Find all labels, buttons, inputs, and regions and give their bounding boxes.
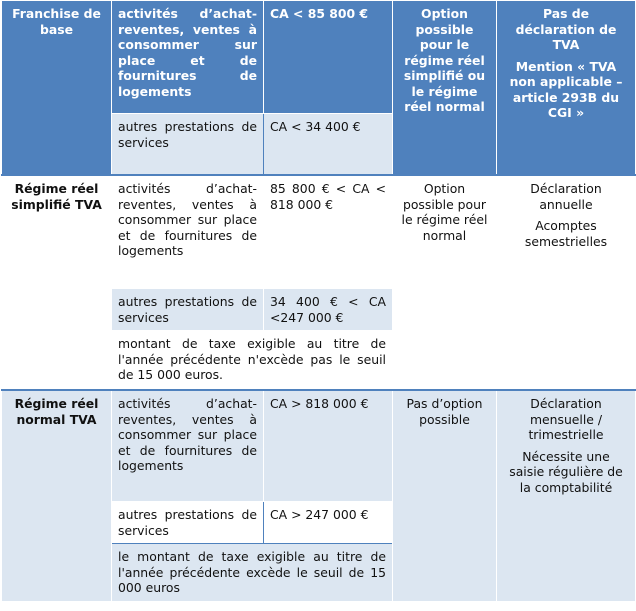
normal-declaration-line1: Déclaration mensuelle / trimestrielle	[528, 396, 604, 442]
franchise-declaration	[497, 1, 636, 176]
simplifie-declaration-line1: Déclaration annuelle	[530, 181, 602, 212]
normal-achat-label: activités d’achat-reventes, ventes à consommer sur place et de fournitures de logements	[112, 390, 264, 502]
franchise-declaration-line1: Pas de déclaration de TVA	[515, 6, 617, 52]
franchise-declaration-line2: Mention « TVA non applicable – article 293B du CGI »	[509, 58, 623, 120]
normal-option: Pas d’option possible	[393, 390, 497, 601]
tva-regimes-table	[1, 0, 636, 602]
normal-tax-note: le montant de taxe exigible au titre de l'année précédente excède le seuil de 15 000 euros	[112, 544, 393, 602]
simplifie-option: Option possible pour le régime réel normal	[393, 175, 497, 390]
normal-declaration-line2: Nécessite une saisie régulière de la comptabilité	[509, 448, 623, 495]
simplifie-services-label: autres prestations de services	[112, 289, 264, 331]
simplifie-achat-threshold: 85 800 € < CA < 818 000 €	[264, 175, 393, 289]
normal-declaration	[497, 390, 636, 601]
franchise-achat-threshold: CA < 85 800 €	[264, 1, 393, 114]
franchise-services-label: autres prestations de services	[112, 114, 264, 176]
simplifie-declaration	[497, 175, 636, 390]
franchise-row-achat	[2, 1, 636, 114]
simplifie-row-achat	[2, 175, 636, 289]
franchise-title: Franchise de base	[2, 1, 112, 176]
franchise-option: Option possible pour le régime réel simplifié ou le régime réel normal	[393, 1, 497, 176]
franchise-services-threshold: CA < 34 400 €	[264, 114, 393, 176]
normal-services-threshold: CA > 247 000 €	[264, 502, 393, 544]
simplifie-tax-note: montant de taxe exigible au titre de l'année précédente n'excède pas le seuil de 15 000 euros.	[112, 331, 393, 391]
normal-achat-threshold: CA > 818 000 €	[264, 390, 393, 502]
normal-row-achat	[2, 390, 636, 502]
simplifie-declaration-line2: Acomptes semestrielles	[524, 218, 608, 249]
simplifie-services-threshold: 34 400 € < CA <247 000 €	[264, 289, 393, 331]
simplifie-title: Régime réel simplifié TVA	[2, 175, 112, 390]
franchise-achat-label: activités d’achat-reventes, ventes à consommer sur place et de fournitures de logements	[112, 1, 264, 114]
normal-services-label: autres prestations de services	[112, 502, 264, 544]
normal-title: Régime réel normal TVA	[2, 390, 112, 601]
simplifie-achat-label: activités d’achat-reventes, ventes à consommer sur place et de fournitures de logements	[112, 175, 264, 289]
